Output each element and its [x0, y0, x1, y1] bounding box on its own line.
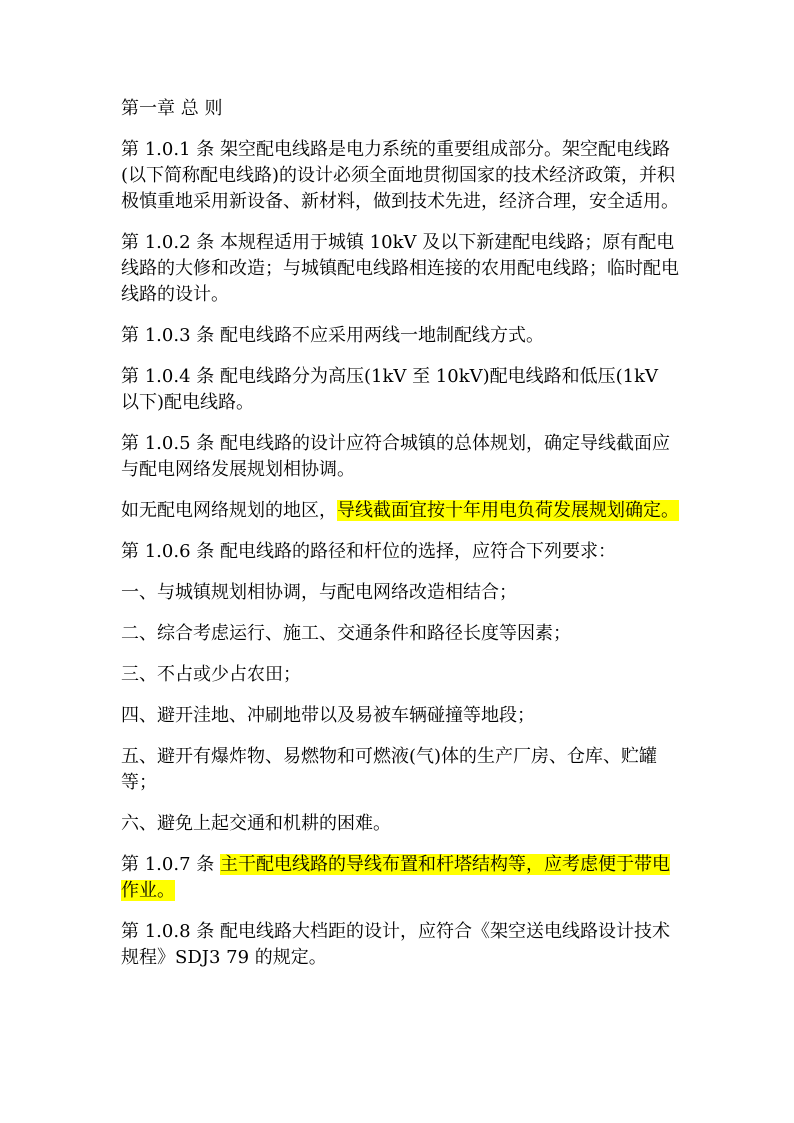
note-prefix: 如无配电网络规划的地区，	[121, 500, 337, 521]
clause-1-0-8: 第 1.0.8 条 配电线路大档距的设计，应符合《架空送电线路设计技术规程》SDJ3 79 的规定。	[121, 921, 670, 968]
highlighted-text: 导线截面宜按十年用电负荷发展规划确定。	[337, 500, 679, 521]
requirement-item-6: 六、避免上起交通和机耕的困难。	[121, 813, 391, 834]
chapter-title: 第一章 总 则	[121, 98, 223, 119]
clause-1-0-1: 第 1.0.1 条 架空配电线路是电力系统的重要组成部分。架空配电线路(以下简称配电线路)的设计必须全面地贯彻国家的技术经济政策，并积极慎重地采用新设备、新材料，做到技术先进，经济合理，安全适用。	[121, 139, 679, 212]
clause-1-0-2: 第 1.0.2 条 本规程适用于城镇 10kV 及以下新建配电线路；原有配电线路的大修和改造；与城镇配电线路相连接的农用配电线路；临时配电线路的设计。	[121, 232, 679, 305]
requirement-item-5: 五、避开有爆炸物、易燃物和可燃液(气)体的生产厂房、仓库、贮罐等；	[121, 746, 658, 793]
clause-1-0-5-note	[121, 498, 681, 524]
requirement-item-3: 三、不占或少占农田；	[121, 664, 301, 685]
highlighted-text: 主干配电线路的导线布置和杆塔结构等，应考虑便于带电作业。	[121, 854, 670, 901]
requirement-item-1: 一、与城镇规划相协调，与配电网络改造相结合；	[121, 582, 517, 603]
clause-1-0-5: 第 1.0.5 条 配电线路的设计应符合城镇的总体规划，确定导线截面应与配电网络发展规划相协调。	[121, 433, 670, 480]
clause-1-0-4: 第 1.0.4 条 配电线路分为高压(1kV 至 10kV)配电线路和低压(1kV 以下)配电线路。	[121, 366, 659, 413]
clause-1-0-3: 第 1.0.3 条 配电线路不应采用两线一地制配线方式。	[121, 325, 544, 346]
clause-prefix: 第 1.0.7 条	[121, 854, 220, 875]
requirement-item-4: 四、避开洼地、冲刷地带以及易被车辆碰撞等地段；	[121, 705, 535, 726]
clause-1-0-7	[121, 852, 681, 904]
requirement-item-2: 二、综合考虑运行、施工、交通条件和路径长度等因素；	[121, 623, 571, 644]
clause-1-0-6: 第 1.0.6 条 配电线路的路径和杆位的选择，应符合下列要求：	[121, 541, 616, 562]
document-body	[121, 96, 681, 986]
